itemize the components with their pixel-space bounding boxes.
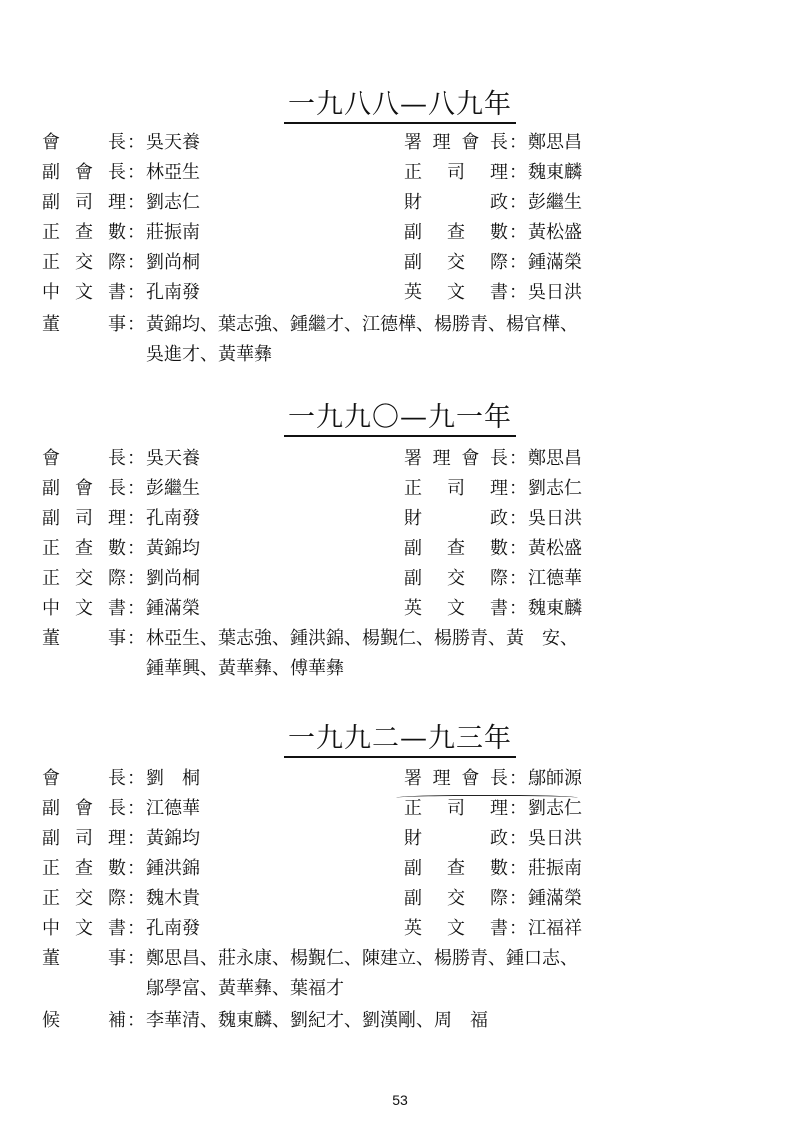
officer-name: 江德華 [528,568,582,589]
role-label: 副查數 [404,858,508,879]
officer-row: 中文書：鍾滿榮 [42,594,200,624]
role-label: 正查數 [42,858,126,879]
officer-name: 莊振南 [146,222,200,243]
directors-line: 鄭思昌、莊永康、楊覲仁、陳建立、楊勝青、鍾口志、 [146,948,578,969]
officer-row: 副會長：江德華 [42,794,200,824]
officer-name: 鄔師源 [528,768,582,789]
role-label: 正交際 [42,888,126,909]
officer-row: 副司理：黃錦均 [42,824,200,854]
officer-name: 鍾滿榮 [528,888,582,909]
term-heading [0,722,800,756]
officer-row: 財政：吳日洪 [404,504,582,534]
role-label: 會長 [42,768,126,789]
officer-name: 吳日洪 [528,828,582,849]
officer-row: 正查數：莊振南 [42,218,200,248]
officer-name: 江福祥 [528,918,582,939]
role-label: 副會長 [42,162,126,183]
officer-row: 英文書：魏東麟 [404,594,582,624]
officer-name: 劉 桐 [146,768,200,789]
role-label: 財政 [404,192,508,213]
directors-list [146,310,706,370]
officer-name: 劉尚桐 [146,568,200,589]
role-label: 財政 [404,508,508,529]
officer-name: 鍾洪錦 [146,858,200,879]
officer-row: 正司理：魏東麟 [404,158,582,188]
officer-name: 吳日洪 [528,282,582,303]
directors-line: 吳進才、黃華彝 [146,344,272,365]
officer-row: 副司理：孔南發 [42,504,200,534]
officer-name: 魏木貴 [146,888,200,909]
alternates-list [146,1006,706,1036]
officer-row: 正查數：黃錦均 [42,534,200,564]
role-label: 董事 [42,628,126,649]
role-label: 副交際 [404,568,508,589]
term-heading-text: 一九九二—九三年 [284,723,516,758]
page-number: 53 [392,1092,408,1108]
term-heading [0,401,800,435]
alternates-line: 李華清、魏東麟、劉紀才、劉漢剛、周 福 [146,1010,488,1031]
officer-name: 魏東麟 [528,598,582,619]
role-label: 正交際 [42,568,126,589]
role-label: 副會長 [42,478,126,499]
officer-row: 正交際：劉尚桐 [42,248,200,278]
role-label: 英文書 [404,918,508,939]
role-label: 候補 [42,1010,126,1031]
officer-name: 孔南發 [146,918,200,939]
directors-line: 鍾華興、黃華彝、傅華彝 [146,658,344,679]
officer-name: 魏東麟 [528,162,582,183]
officer-row: 署理會長：鄔師源 [404,764,582,794]
officer-row: 署理會長：鄭思昌 [404,444,582,474]
role-label: 正司理 [404,162,508,183]
officer-name: 彭繼生 [528,192,582,213]
term-heading-text: 一九八八—八九年 [284,89,516,124]
role-label: 副交際 [404,888,508,909]
officer-name: 劉志仁 [528,478,582,499]
officer-name: 黃松盛 [528,222,582,243]
officer-row: 副會長：林亞生 [42,158,200,188]
officer-name: 鍾滿榮 [146,598,200,619]
role-label: 中文書 [42,282,126,303]
directors-block: 董事： 鄭思昌、莊永康、楊覲仁、陳建立、楊勝青、鍾口志、 鄔學富、黃華彝、葉福才 [42,944,146,974]
role-label: 副會長 [42,798,126,819]
alternates-block: 候補： 李華清、魏東麟、劉紀才、劉漢剛、周 福 [42,1006,146,1036]
officer-row: 正交際：魏木貴 [42,884,200,914]
role-label: 正司理 [404,478,508,499]
officer-row: 副交際：江德華 [404,564,582,594]
role-label: 中文書 [42,598,126,619]
officer-row: 英文書：吳日洪 [404,278,582,308]
officer-name: 莊振南 [528,858,582,879]
officer-name: 吳日洪 [528,508,582,529]
role-label: 正查數 [42,538,126,559]
role-label: 副交際 [404,252,508,273]
role-label: 董事 [42,948,126,969]
officer-row: 中文書：孔南發 [42,278,200,308]
role-label: 署理會長 [404,132,508,153]
role-label: 副司理 [42,192,126,213]
officer-name: 孔南發 [146,282,200,303]
role-label: 中文書 [42,918,126,939]
role-label: 財政 [404,828,508,849]
officer-row: 會長：吳天養 [42,128,200,158]
officer-name: 劉尚桐 [146,252,200,273]
role-label: 正交際 [42,252,126,273]
role-label: 署理會長 [404,768,508,789]
officer-row: 副查數：莊振南 [404,854,582,884]
officer-name: 鄭思昌 [528,132,582,153]
role-label: 英文書 [404,598,508,619]
directors-line: 林亞生、葉志強、鍾洪錦、楊覲仁、楊勝青、黃 安、 [146,628,578,649]
officer-row: 副查數：黃松盛 [404,534,582,564]
officer-row: 正司理：劉志仁 [404,794,582,824]
officer-name: 黃錦均 [146,828,200,849]
directors-line: 鄔學富、黃華彝、葉福才 [146,978,344,999]
directors-list [146,624,706,684]
role-label: 副司理 [42,508,126,529]
officer-name: 鄭思昌 [528,448,582,469]
officer-name: 黃松盛 [528,538,582,559]
officer-name: 黃錦均 [146,538,200,559]
officer-name: 吳天養 [146,448,200,469]
officer-row: 副交際：鍾滿榮 [404,884,582,914]
role-label: 英文書 [404,282,508,303]
officer-row: 財政：吳日洪 [404,824,582,854]
role-label: 正查數 [42,222,126,243]
officer-name: 劉志仁 [528,798,582,819]
role-label: 會長 [42,132,126,153]
term-heading-text: 一九九〇—九一年 [284,402,516,437]
role-label: 正司理 [404,798,508,819]
role-label: 副查數 [404,538,508,559]
officer-row: 署理會長：鄭思昌 [404,128,582,158]
officer-row: 會長：劉 桐 [42,764,200,794]
role-label: 董事 [42,314,126,335]
officer-name: 江德華 [146,798,200,819]
directors-block: 董事： 林亞生、葉志強、鍾洪錦、楊覲仁、楊勝青、黃 安、 鍾華興、黃華彝、傅華彝 [42,624,146,654]
officer-row: 正查數：鍾洪錦 [42,854,200,884]
officer-row: 副會長：彭繼生 [42,474,200,504]
officer-row: 正交際：劉尚桐 [42,564,200,594]
term-heading [0,88,800,122]
officer-row: 會長：吳天養 [42,444,200,474]
officer-row: 英文書：江福祥 [404,914,582,944]
officer-row: 中文書：孔南發 [42,914,200,944]
officer-name: 鍾滿榮 [528,252,582,273]
directors-list [146,944,706,1004]
officer-row: 副司理：劉志仁 [42,188,200,218]
officer-row: 副查數：黃松盛 [404,218,582,248]
officer-name: 彭繼生 [146,478,200,499]
officer-row: 副交際：鍾滿榮 [404,248,582,278]
role-label: 會長 [42,448,126,469]
officer-name: 劉志仁 [146,192,200,213]
officer-name: 吳天養 [146,132,200,153]
directors-line: 黃錦均、葉志強、鍾繼才、江德樺、楊勝青、楊官樺、 [146,314,578,335]
officer-name: 孔南發 [146,508,200,529]
officer-name: 林亞生 [146,162,200,183]
role-label: 副司理 [42,828,126,849]
role-label: 副查數 [404,222,508,243]
officer-row: 正司理：劉志仁 [404,474,582,504]
officer-row: 財政：彭繼生 [404,188,582,218]
role-label: 署理會長 [404,448,508,469]
directors-block: 董事： 黃錦均、葉志強、鍾繼才、江德樺、楊勝青、楊官樺、 吳進才、黃華彝 [42,310,146,340]
